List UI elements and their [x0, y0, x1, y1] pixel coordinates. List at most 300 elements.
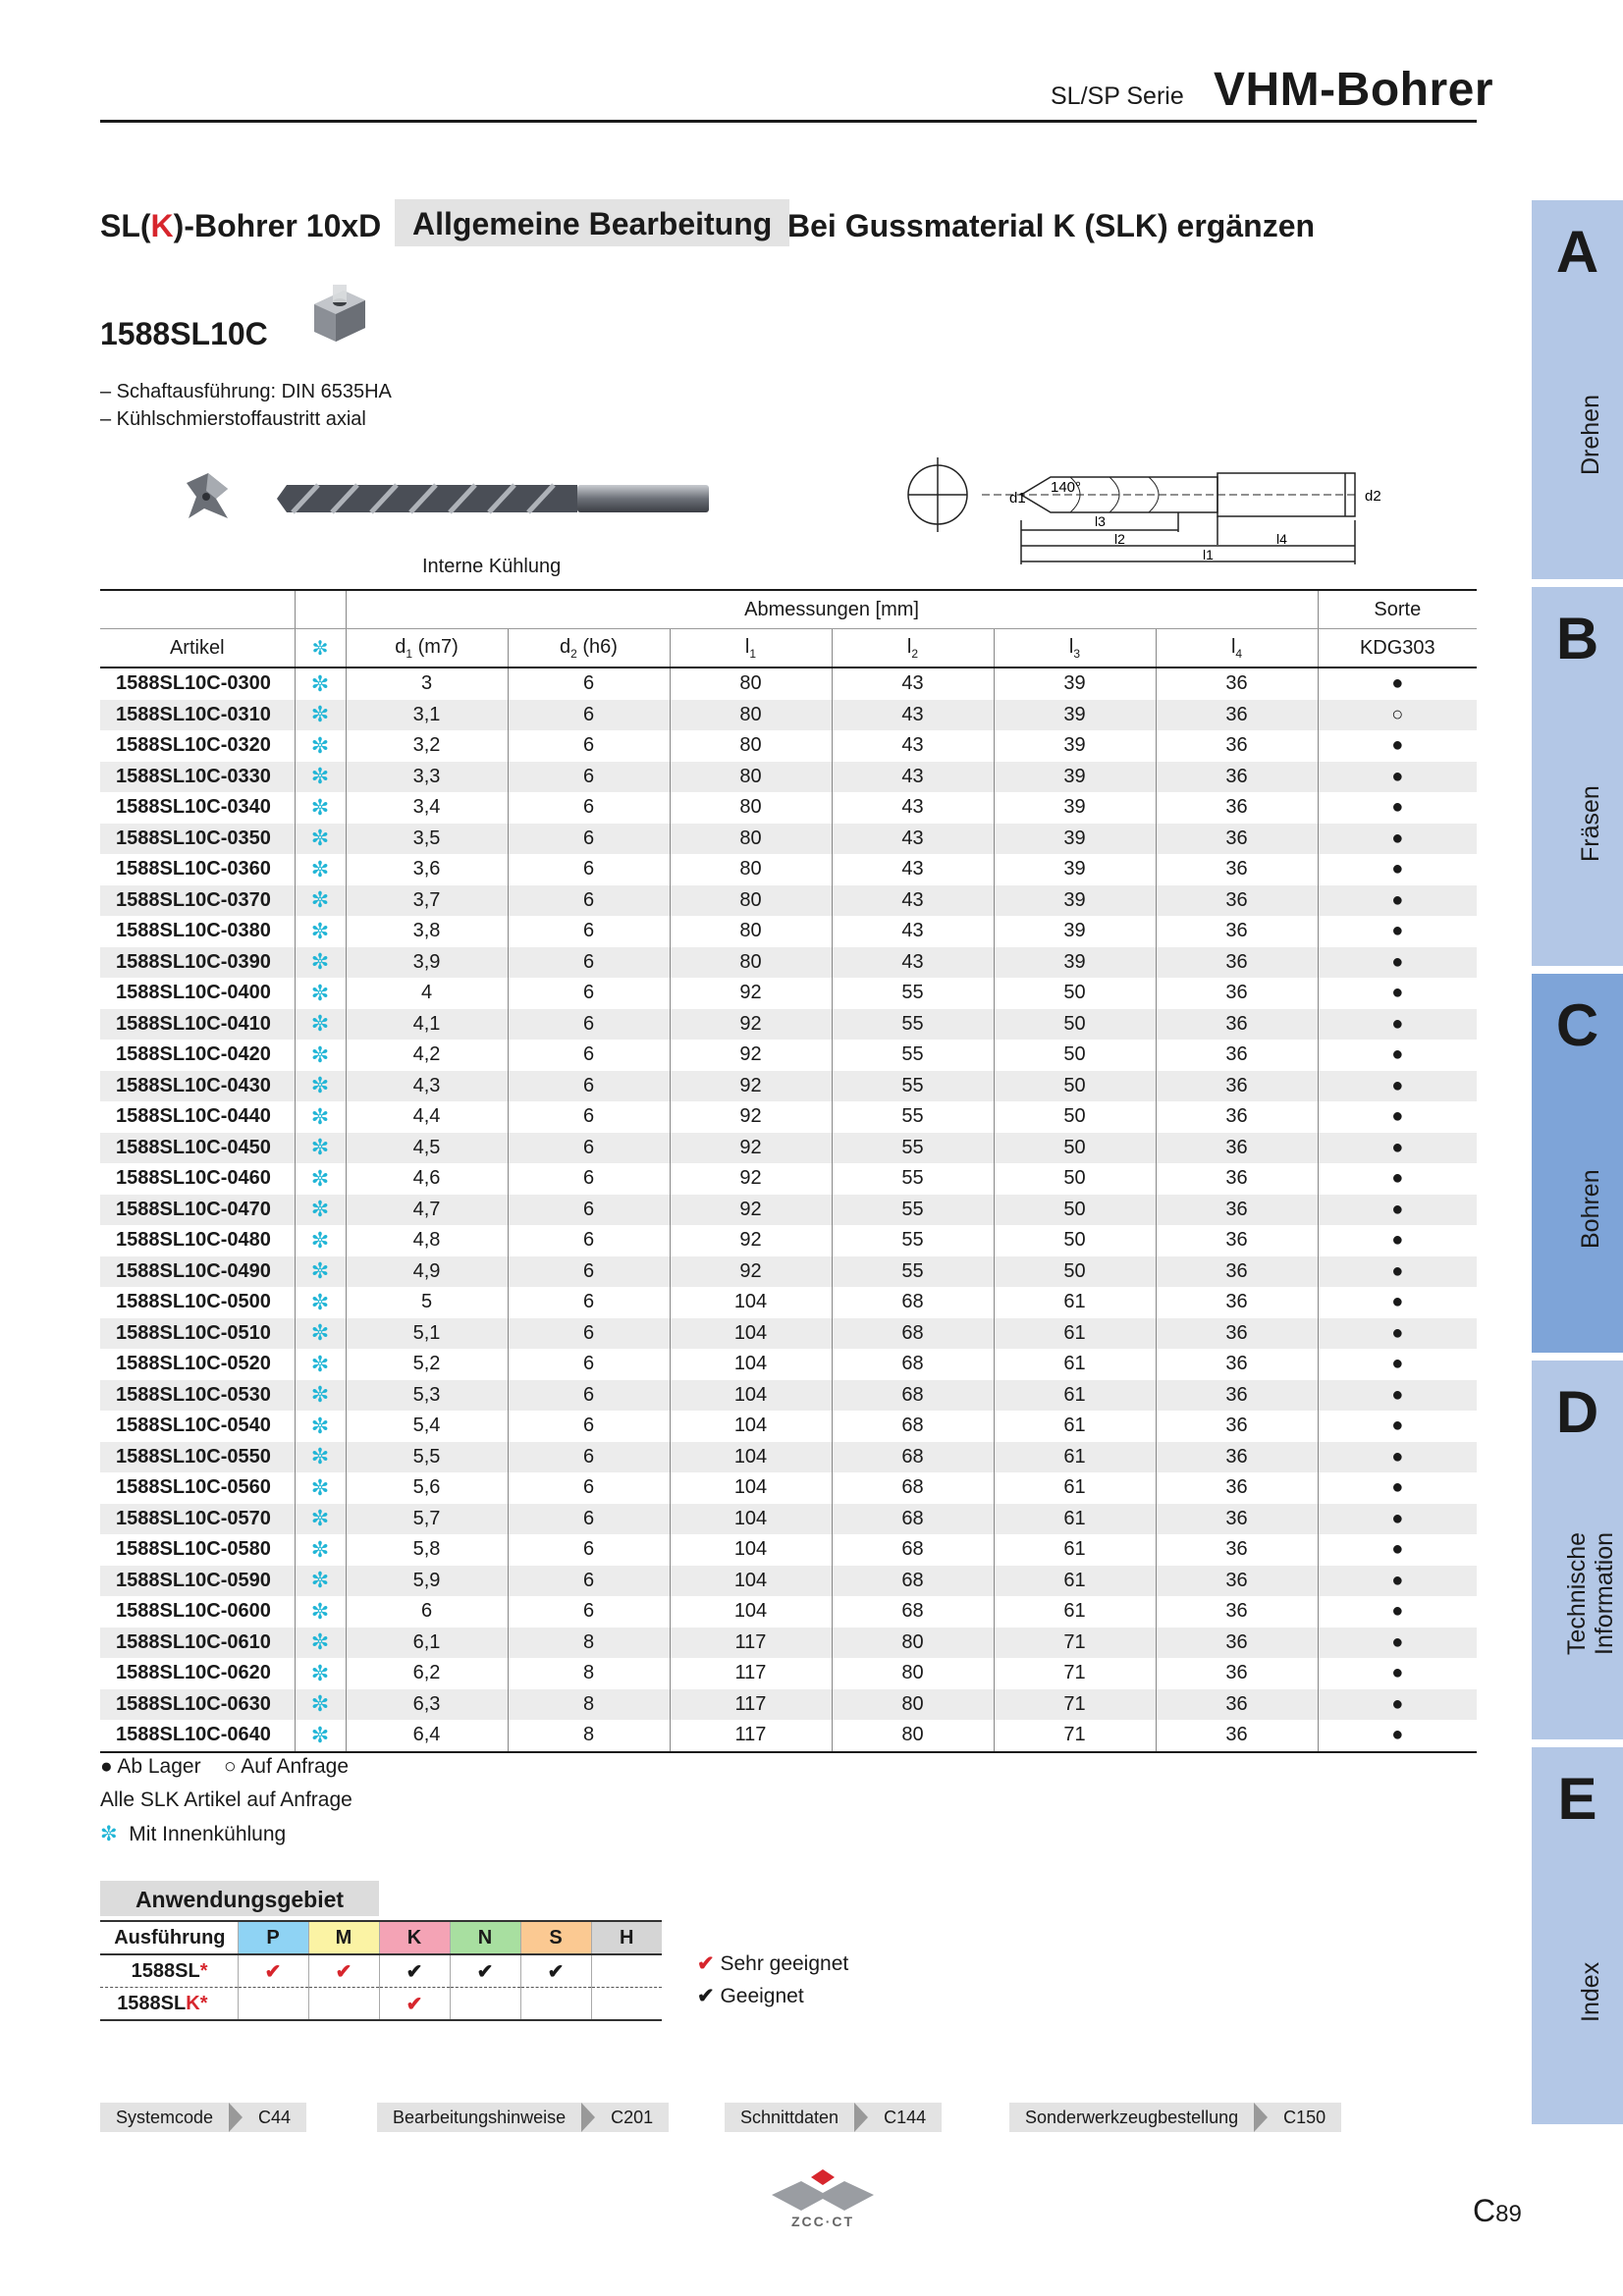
- cell-d2: 6: [508, 1349, 670, 1380]
- article-number: 1588SL10C-0590: [100, 1566, 295, 1597]
- cell-l1: 104: [670, 1504, 832, 1535]
- cell-l4: 36: [1156, 1163, 1318, 1195]
- reference-link[interactable]: Sonderwerkzeugbestellung C150: [1009, 2103, 1341, 2132]
- cell-l2: 68: [832, 1472, 994, 1504]
- cell-l3: 50: [994, 1101, 1156, 1133]
- tab-drehen[interactable]: A Drehen: [1532, 200, 1623, 579]
- cell-l3: 61: [994, 1318, 1156, 1350]
- cell-l4: 36: [1156, 1720, 1318, 1752]
- cooling-icon: ✼: [295, 1287, 346, 1318]
- cell-l3: 50: [994, 1071, 1156, 1102]
- table-row: [100, 762, 1477, 793]
- cell-d2: 6: [508, 792, 670, 824]
- cell-l2: 55: [832, 1040, 994, 1071]
- cooling-icon: ✼: [295, 1534, 346, 1566]
- check-icon: ✔: [406, 1960, 423, 1983]
- cell-d1: 3,5: [346, 824, 508, 855]
- cell-d2: 6: [508, 730, 670, 762]
- cell-d2: 6: [508, 824, 670, 855]
- cooling-icon: ✼: [295, 667, 346, 700]
- feature-shank: – Schaftausführung: DIN 6535HA: [100, 381, 392, 402]
- cell-availability: ●: [1318, 1442, 1477, 1473]
- cell-availability: ●: [1318, 1380, 1477, 1412]
- cooling-icon: ✼: [295, 1720, 346, 1752]
- article-number: 1588SL10C-0640: [100, 1720, 295, 1752]
- reference-link[interactable]: Schnittdaten C144: [725, 2103, 942, 2132]
- cell-l2: 55: [832, 1009, 994, 1041]
- cell-l4: 36: [1156, 947, 1318, 979]
- chevron-right-icon: [229, 2103, 243, 2132]
- cell-l3: 61: [994, 1349, 1156, 1380]
- cell-l3: 39: [994, 854, 1156, 885]
- cell-l1: 92: [670, 978, 832, 1009]
- feature-coolant: – Kühlschmierstoffaustritt axial: [100, 408, 366, 430]
- cooling-icon: ✼: [295, 885, 346, 917]
- cooling-icon: ✼: [295, 1504, 346, 1535]
- cell-l3: 50: [994, 1256, 1156, 1288]
- cooling-icon: ✼: [295, 1596, 346, 1628]
- article-number: 1588SL10C-0440: [116, 1105, 271, 1128]
- cell-d1: 5,9: [346, 1566, 508, 1597]
- article-number: 1588SL10C-0380: [116, 920, 271, 942]
- cell-l1: 92: [670, 1040, 832, 1071]
- cell-availability: ●: [1318, 1195, 1477, 1226]
- reference-link[interactable]: Systemcode C44: [100, 2103, 306, 2132]
- cell-l2: 68: [832, 1411, 994, 1442]
- cooling-icon: ✼: [295, 730, 346, 762]
- table-row: [100, 1658, 1477, 1689]
- cell-l1: 80: [670, 700, 832, 731]
- table-row: [100, 1349, 1477, 1380]
- cell-d1: 6,3: [346, 1689, 508, 1721]
- cooling-icon: ✼: [100, 1823, 118, 1845]
- cell-l4: 36: [1156, 824, 1318, 855]
- l1-label: l1: [1203, 547, 1214, 562]
- cooling-icon: ✼: [295, 1040, 346, 1071]
- cell-l1: 92: [670, 1225, 832, 1256]
- cooling-icon: ✼: [295, 1411, 346, 1442]
- cell-l3: 50: [994, 1225, 1156, 1256]
- cell-d1: 3,6: [346, 854, 508, 885]
- cell-availability: ●: [1318, 762, 1477, 793]
- cell-l3: 61: [994, 1411, 1156, 1442]
- cell-d1: 6,4: [346, 1720, 508, 1752]
- cell-l1: 92: [670, 1009, 832, 1041]
- material-k: K: [379, 1921, 450, 1954]
- cell-d2: 6: [508, 1071, 670, 1102]
- cell-d2: 6: [508, 1195, 670, 1226]
- cell-d1: 3,3: [346, 762, 508, 793]
- cell-l2: 43: [832, 916, 994, 947]
- cell-l3: 71: [994, 1720, 1156, 1752]
- cell-d1: 3,4: [346, 792, 508, 824]
- cell-l3: 71: [994, 1658, 1156, 1689]
- series-label: SL/SP Serie: [1051, 82, 1184, 110]
- cell-l4: 36: [1156, 1596, 1318, 1628]
- table-row: [100, 1163, 1477, 1195]
- cell-l4: 36: [1156, 1566, 1318, 1597]
- cell-d2: 8: [508, 1720, 670, 1752]
- cell-l4: 36: [1156, 667, 1318, 700]
- internal-cooling-label: Interne Kühlung: [422, 556, 562, 577]
- cell-l2: 55: [832, 1163, 994, 1195]
- cell-l3: 61: [994, 1534, 1156, 1566]
- check-red-icon: ✔: [335, 1960, 352, 1983]
- cell-l1: 80: [670, 762, 832, 793]
- col-grade: KDG303: [1318, 629, 1477, 668]
- cooling-icon: ✼: [295, 947, 346, 979]
- table-row: [100, 1380, 1477, 1412]
- cell-l4: 36: [1156, 1442, 1318, 1473]
- cell-l4: 36: [1156, 1628, 1318, 1659]
- cell-d1: 5,7: [346, 1504, 508, 1535]
- col-l3: $l_3$: [994, 629, 1156, 668]
- cooling-legend: ✼ Mit Innenkühlung: [100, 1823, 287, 1845]
- cell-l3: 71: [994, 1628, 1156, 1659]
- cell-d2: 6: [508, 1566, 670, 1597]
- cell-d1: 4,3: [346, 1071, 508, 1102]
- cell-d2: 6: [508, 700, 670, 731]
- cooling-icon: ✼: [295, 1472, 346, 1504]
- cell-d2: 6: [508, 1225, 670, 1256]
- legend-very-suitable: ✔ Sehr geeignet: [697, 1952, 849, 1975]
- cell-availability: ●: [1318, 978, 1477, 1009]
- cell-d2: 6: [508, 1442, 670, 1473]
- cell-l3: 39: [994, 824, 1156, 855]
- article-number: 1588SL10C-0540: [116, 1415, 271, 1437]
- technical-drawing: [893, 452, 1384, 574]
- cell-d2: 6: [508, 978, 670, 1009]
- cell-d1: 3,8: [346, 916, 508, 947]
- table-row: [100, 700, 1477, 731]
- cell-l1: 104: [670, 1411, 832, 1442]
- application-title: Anwendungsgebiet: [100, 1881, 379, 1916]
- check-red-icon: ✔: [264, 1960, 282, 1983]
- chevron-right-icon: [581, 2103, 595, 2132]
- chevron-right-icon: [854, 2103, 868, 2132]
- cell-l4: 36: [1156, 792, 1318, 824]
- cell-l2: 68: [832, 1534, 994, 1566]
- cell-d1: 4,8: [346, 1225, 508, 1256]
- table-row: [100, 978, 1477, 1009]
- article-number: 1588SL10C-0400: [116, 982, 271, 1004]
- cell-l4: 36: [1156, 1504, 1318, 1535]
- machining-tag: Allgemeine Bearbeitung: [395, 199, 789, 246]
- dimensions-header: Abmessungen [mm]: [346, 590, 1318, 629]
- cell-l3: 61: [994, 1566, 1156, 1597]
- material-n: N: [450, 1921, 520, 1954]
- app-col-label: Ausführung: [100, 1921, 238, 1954]
- cell-l3: 71: [994, 1689, 1156, 1721]
- cell-availability: ○: [1318, 700, 1477, 731]
- drill-tip-icon: [183, 469, 234, 526]
- article-number: 1588SL10C-0500: [116, 1291, 271, 1313]
- cell-l2: 68: [832, 1442, 994, 1473]
- cell-d2: 6: [508, 854, 670, 885]
- cooling-icon: ✼: [295, 916, 346, 947]
- check-icon: ✔: [697, 1985, 715, 2007]
- tab-technische[interactable]: D Technische Information: [1532, 1361, 1623, 1739]
- cooling-icon: ✼: [295, 1689, 346, 1721]
- article-number: 1588SL10C-0510: [100, 1318, 295, 1350]
- cell-d1: 3,9: [346, 947, 508, 979]
- cell-d2: 8: [508, 1689, 670, 1721]
- cell-l1: 92: [670, 1071, 832, 1102]
- article-number: 1588SL10C-0420: [116, 1043, 271, 1066]
- article-number: 1588SL10C-0430: [100, 1071, 295, 1102]
- table-row: [100, 916, 1477, 947]
- cell-l2: 68: [832, 1596, 994, 1628]
- cell-availability: ●: [1318, 1472, 1477, 1504]
- cell-l3: 50: [994, 1195, 1156, 1226]
- table-row: [100, 1071, 1477, 1102]
- cell-l4: 36: [1156, 854, 1318, 885]
- col-l4: $l_4$: [1156, 629, 1318, 668]
- cell-availability: ●: [1318, 824, 1477, 855]
- article-number: 1588SL10C-0450: [100, 1133, 295, 1164]
- cell-l1: 104: [670, 1349, 832, 1380]
- cell-l3: 61: [994, 1596, 1156, 1628]
- cooling-icon: ✼: [295, 1442, 346, 1473]
- article-table: [100, 589, 1477, 1753]
- cell-availability: ●: [1318, 1256, 1477, 1288]
- zcc-logo: [764, 2167, 882, 2228]
- cell-l4: 36: [1156, 1349, 1318, 1380]
- cell-d1: 3,1: [346, 700, 508, 731]
- variant-label: 1588SL*: [100, 1954, 238, 1988]
- article-number: 1588SL10C-0550: [100, 1442, 295, 1473]
- table-row: [100, 730, 1477, 762]
- table-row: [100, 1472, 1477, 1504]
- article-number: 1588SL10C-0600: [116, 1600, 271, 1623]
- cell-l2: 55: [832, 1071, 994, 1102]
- cell-availability: ●: [1318, 1101, 1477, 1133]
- cell-l2: 43: [832, 730, 994, 762]
- cell-l1: 117: [670, 1658, 832, 1689]
- table-body: [100, 667, 1477, 1752]
- cell-l1: 92: [670, 1256, 832, 1288]
- cell-l2: 43: [832, 792, 994, 824]
- cell-d2: 6: [508, 1318, 670, 1350]
- cell-l1: 92: [670, 1133, 832, 1164]
- cell-l4: 36: [1156, 885, 1318, 917]
- cell-l4: 36: [1156, 1287, 1318, 1318]
- check-red-icon: ✔: [697, 1952, 715, 1975]
- cell-l3: 50: [994, 1163, 1156, 1195]
- cell-d2: 6: [508, 1596, 670, 1628]
- table-row: [100, 854, 1477, 885]
- table-row: [100, 1287, 1477, 1318]
- cell-l1: 117: [670, 1720, 832, 1752]
- application-row: [100, 1954, 662, 1988]
- cell-l1: 104: [670, 1287, 832, 1318]
- cell-l4: 36: [1156, 1009, 1318, 1041]
- cell-availability: ●: [1318, 916, 1477, 947]
- cell-l1: 104: [670, 1318, 832, 1350]
- article-number: 1588SL10C-0560: [116, 1476, 271, 1499]
- table-row: [100, 1225, 1477, 1256]
- article-number: 1588SL10C-0360: [116, 858, 271, 881]
- table-row: [100, 1318, 1477, 1350]
- cell-l3: 50: [994, 1133, 1156, 1164]
- cooling-icon: ✼: [295, 978, 346, 1009]
- cell-l1: 117: [670, 1628, 832, 1659]
- cell-d1: 3,7: [346, 885, 508, 917]
- article-number: 1588SL10C-0520: [116, 1353, 271, 1375]
- cell-availability: ●: [1318, 1504, 1477, 1535]
- cell-d2: 6: [508, 1287, 670, 1318]
- table-row: [100, 1195, 1477, 1226]
- col-l1: $l_1$: [670, 629, 832, 668]
- cooling-icon: ✼: [295, 1256, 346, 1288]
- application-row: [100, 1988, 662, 2021]
- cell-l4: 36: [1156, 1689, 1318, 1721]
- cell-d2: 6: [508, 1534, 670, 1566]
- angle-label: 140°: [1051, 479, 1082, 496]
- cooling-icon: ✼: [295, 1318, 346, 1350]
- cell-d2: 6: [508, 1472, 670, 1504]
- table-row: [100, 1504, 1477, 1535]
- drill-photo: [273, 479, 709, 518]
- col-d1: $d_1$ (m7): [346, 629, 508, 668]
- tab-fräsen[interactable]: B Fräsen: [1532, 587, 1623, 966]
- cell-l4: 36: [1156, 1256, 1318, 1288]
- cell-d1: 6,2: [346, 1658, 508, 1689]
- cell-availability: ●: [1318, 1628, 1477, 1659]
- cell-d2: 6: [508, 1504, 670, 1535]
- table-row: [100, 1566, 1477, 1597]
- table-row: [100, 1256, 1477, 1288]
- table-row: [100, 1040, 1477, 1071]
- cell-availability: ●: [1318, 1225, 1477, 1256]
- article-number: 1588SL10C-0350: [100, 824, 295, 855]
- cell-l3: 39: [994, 762, 1156, 793]
- cell-availability: ●: [1318, 1071, 1477, 1102]
- article-number: 1588SL10C-0390: [100, 947, 295, 979]
- cell-l3: 39: [994, 730, 1156, 762]
- cell-l4: 36: [1156, 1040, 1318, 1071]
- d1-label: d1: [1009, 490, 1026, 507]
- cell-l3: 50: [994, 978, 1156, 1009]
- cell-availability: ●: [1318, 1349, 1477, 1380]
- col-article: Artikel: [100, 629, 295, 668]
- cooling-icon: ✼: [295, 1225, 346, 1256]
- material-s: S: [520, 1921, 591, 1954]
- table-row: [100, 1133, 1477, 1164]
- cell-d2: 8: [508, 1628, 670, 1659]
- cell-l2: 68: [832, 1380, 994, 1412]
- cooling-icon: ✼: [295, 1628, 346, 1659]
- cooling-icon: ✼: [295, 854, 346, 885]
- col-l2: $l_2$: [832, 629, 994, 668]
- cell-l4: 36: [1156, 1318, 1318, 1350]
- cooling-icon: ✼: [295, 1566, 346, 1597]
- cell-l3: 39: [994, 700, 1156, 731]
- article-number: 1588SL10C-0340: [116, 796, 271, 819]
- cell-l4: 36: [1156, 1411, 1318, 1442]
- svg-text:ZCC·CT: ZCC·CT: [790, 2214, 855, 2228]
- material-m: M: [308, 1921, 379, 1954]
- cell-d1: 5,6: [346, 1472, 508, 1504]
- cell-l2: 55: [832, 1101, 994, 1133]
- cell-l4: 36: [1156, 916, 1318, 947]
- cell-d1: 3: [346, 667, 508, 700]
- cooling-icon: ✼: [295, 1133, 346, 1164]
- cell-availability: ●: [1318, 1411, 1477, 1442]
- product-title: SL(K)-Bohrer 10xD: [100, 208, 382, 243]
- cell-availability: ●: [1318, 1720, 1477, 1752]
- cell-d1: 5: [346, 1287, 508, 1318]
- cell-l4: 36: [1156, 762, 1318, 793]
- cell-availability: ●: [1318, 1534, 1477, 1566]
- chevron-right-icon: [1254, 2103, 1268, 2132]
- reference-link[interactable]: Bearbeitungshinweise C201: [377, 2103, 669, 2132]
- cell-l1: 80: [670, 792, 832, 824]
- cell-availability: ●: [1318, 947, 1477, 979]
- cell-d1: 4,5: [346, 1133, 508, 1164]
- table-row: [100, 1720, 1477, 1752]
- cell-l3: 61: [994, 1442, 1156, 1473]
- cell-d1: 6: [346, 1596, 508, 1628]
- cell-l2: 43: [832, 762, 994, 793]
- cell-l3: 39: [994, 916, 1156, 947]
- cell-d1: 4,4: [346, 1101, 508, 1133]
- article-number: 1588SL10C-0570: [100, 1504, 295, 1535]
- cell-l2: 68: [832, 1566, 994, 1597]
- tab-index[interactable]: E Index: [1532, 1747, 1623, 2124]
- cell-l2: 80: [832, 1720, 994, 1752]
- cell-availability: ●: [1318, 1287, 1477, 1318]
- article-number: 1588SL10C-0370: [100, 885, 295, 917]
- cell-l2: 55: [832, 978, 994, 1009]
- cell-l4: 36: [1156, 1071, 1318, 1102]
- cell-availability: ●: [1318, 1040, 1477, 1071]
- cell-d2: 6: [508, 667, 670, 700]
- table-row: [100, 885, 1477, 917]
- article-number: 1588SL10C-0480: [116, 1229, 271, 1252]
- cooling-icon: ✼: [295, 700, 346, 731]
- cell-l3: 50: [994, 1009, 1156, 1041]
- col-d2: $d_2$ (h6): [508, 629, 670, 668]
- article-number: 1588SL10C-0580: [116, 1538, 271, 1561]
- grade-header: Sorte: [1318, 590, 1477, 629]
- cell-d2: 6: [508, 1256, 670, 1288]
- cell-l3: 61: [994, 1287, 1156, 1318]
- cell-d2: 6: [508, 916, 670, 947]
- cell-l1: 80: [670, 947, 832, 979]
- tab-bohren[interactable]: C Bohren: [1532, 974, 1623, 1353]
- cell-availability: ●: [1318, 1596, 1477, 1628]
- table-row: [100, 947, 1477, 979]
- cell-d1: 5,8: [346, 1534, 508, 1566]
- cell-l1: 80: [670, 667, 832, 700]
- cooling-icon: ✼: [295, 1101, 346, 1133]
- cell-d2: 6: [508, 1411, 670, 1442]
- cell-d2: 6: [508, 1101, 670, 1133]
- cell-l4: 36: [1156, 1225, 1318, 1256]
- col-cooling-icon: ✼: [295, 629, 346, 668]
- cell-l3: 50: [994, 1040, 1156, 1071]
- d2-label: d2: [1365, 488, 1381, 505]
- page-title: VHM-Bohrer: [1214, 64, 1494, 116]
- cell-d2: 6: [508, 947, 670, 979]
- cell-d2: 6: [508, 1040, 670, 1071]
- cell-d1: 4,2: [346, 1040, 508, 1071]
- cell-availability: ●: [1318, 1566, 1477, 1597]
- cell-l3: 61: [994, 1380, 1156, 1412]
- table-row: [100, 1411, 1477, 1442]
- table-row: [100, 667, 1477, 700]
